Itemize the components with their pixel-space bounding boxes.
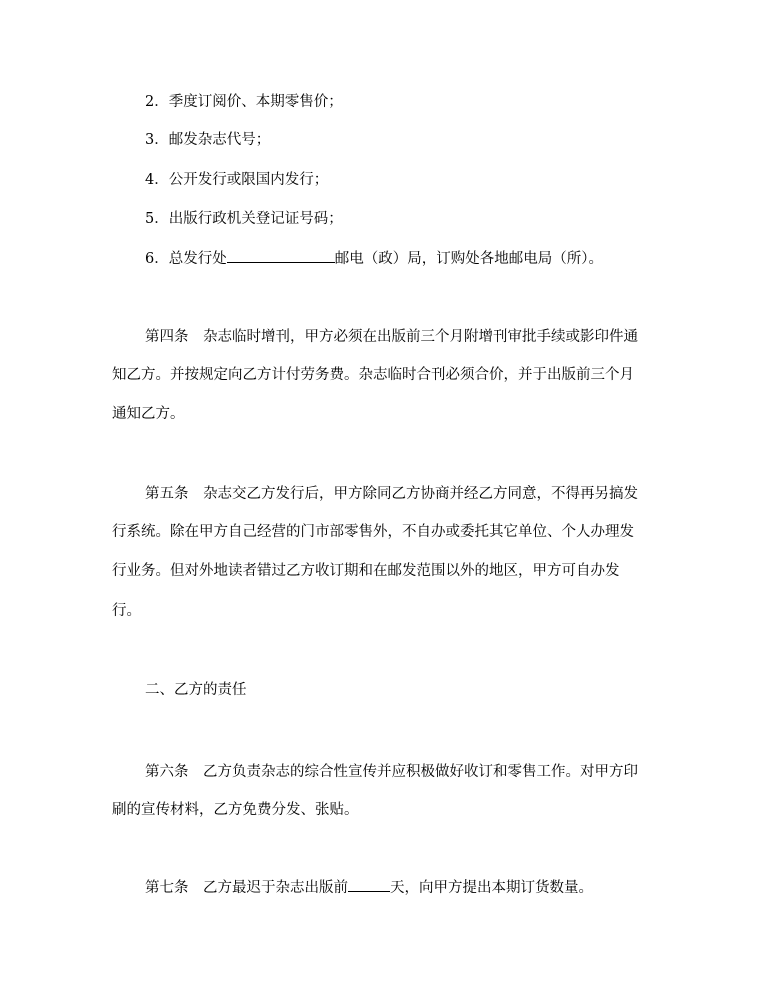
list-text-before: 总发行处 [168, 251, 227, 267]
list-item-5 [145, 209, 343, 229]
list-text: 公开发行或限国内发行； [168, 172, 329, 188]
blank-line [227, 248, 335, 263]
list-number: 2． [145, 94, 169, 110]
list-item-3 [145, 130, 270, 150]
list-number: 6． [145, 251, 169, 267]
article-4-line-3: 通知乙方。 [112, 406, 185, 422]
blank-line [348, 877, 390, 892]
article-4-line-2: 知乙方。并按规定向乙方计付劳务费。杂志临时合刊必须合价，并于出版前三个月 [112, 367, 634, 383]
list-number: 3． [145, 132, 169, 148]
list-item-4 [145, 170, 328, 190]
list-text: 季度订阅价、本期零售价； [168, 94, 343, 110]
list-item-2 [145, 92, 343, 112]
article-7 [145, 877, 593, 898]
article-7-text-after: 天，向甲方提出本期订货数量。 [390, 880, 593, 896]
article-7-text-before: 第七条 乙方最迟于杂志出版前 [145, 880, 348, 896]
article-5-line-4: 行。 [112, 603, 141, 619]
list-item-6 [145, 248, 603, 269]
article-4-line-1: 第四条 杂志临时增刊，甲方必须在出版前三个月附增刊审批手续或影印件通 [145, 329, 638, 345]
list-number: 5． [145, 211, 169, 227]
list-text: 出版行政机关登记证号码； [168, 211, 343, 227]
article-6-line-1: 第六条 乙方负责杂志的综合性宣传并应积极做好收订和零售工作。对甲方印 [145, 764, 638, 780]
list-number: 4． [145, 172, 169, 188]
article-5-line-3: 行业务。但对外地读者错过乙方收订期和在邮发范围以外的地区，甲方可自办发 [112, 563, 620, 579]
article-5-line-1: 第五条 杂志交乙方发行后，甲方除同乙方协商并经乙方同意，不得再另搞发 [145, 486, 638, 502]
article-5-line-2: 行系统。除在甲方自己经营的门市部零售外，不自办或委托其它单位、个人办理发 [112, 524, 634, 540]
list-text-after: 邮电（政）局，订购处各地邮电局（所）。 [334, 251, 603, 267]
article-6-line-2: 刷的宣传材料，乙方免费分发、张贴。 [112, 802, 359, 818]
section-heading: 二、乙方的责任 [145, 682, 247, 698]
list-text: 邮发杂志代号； [168, 132, 271, 148]
